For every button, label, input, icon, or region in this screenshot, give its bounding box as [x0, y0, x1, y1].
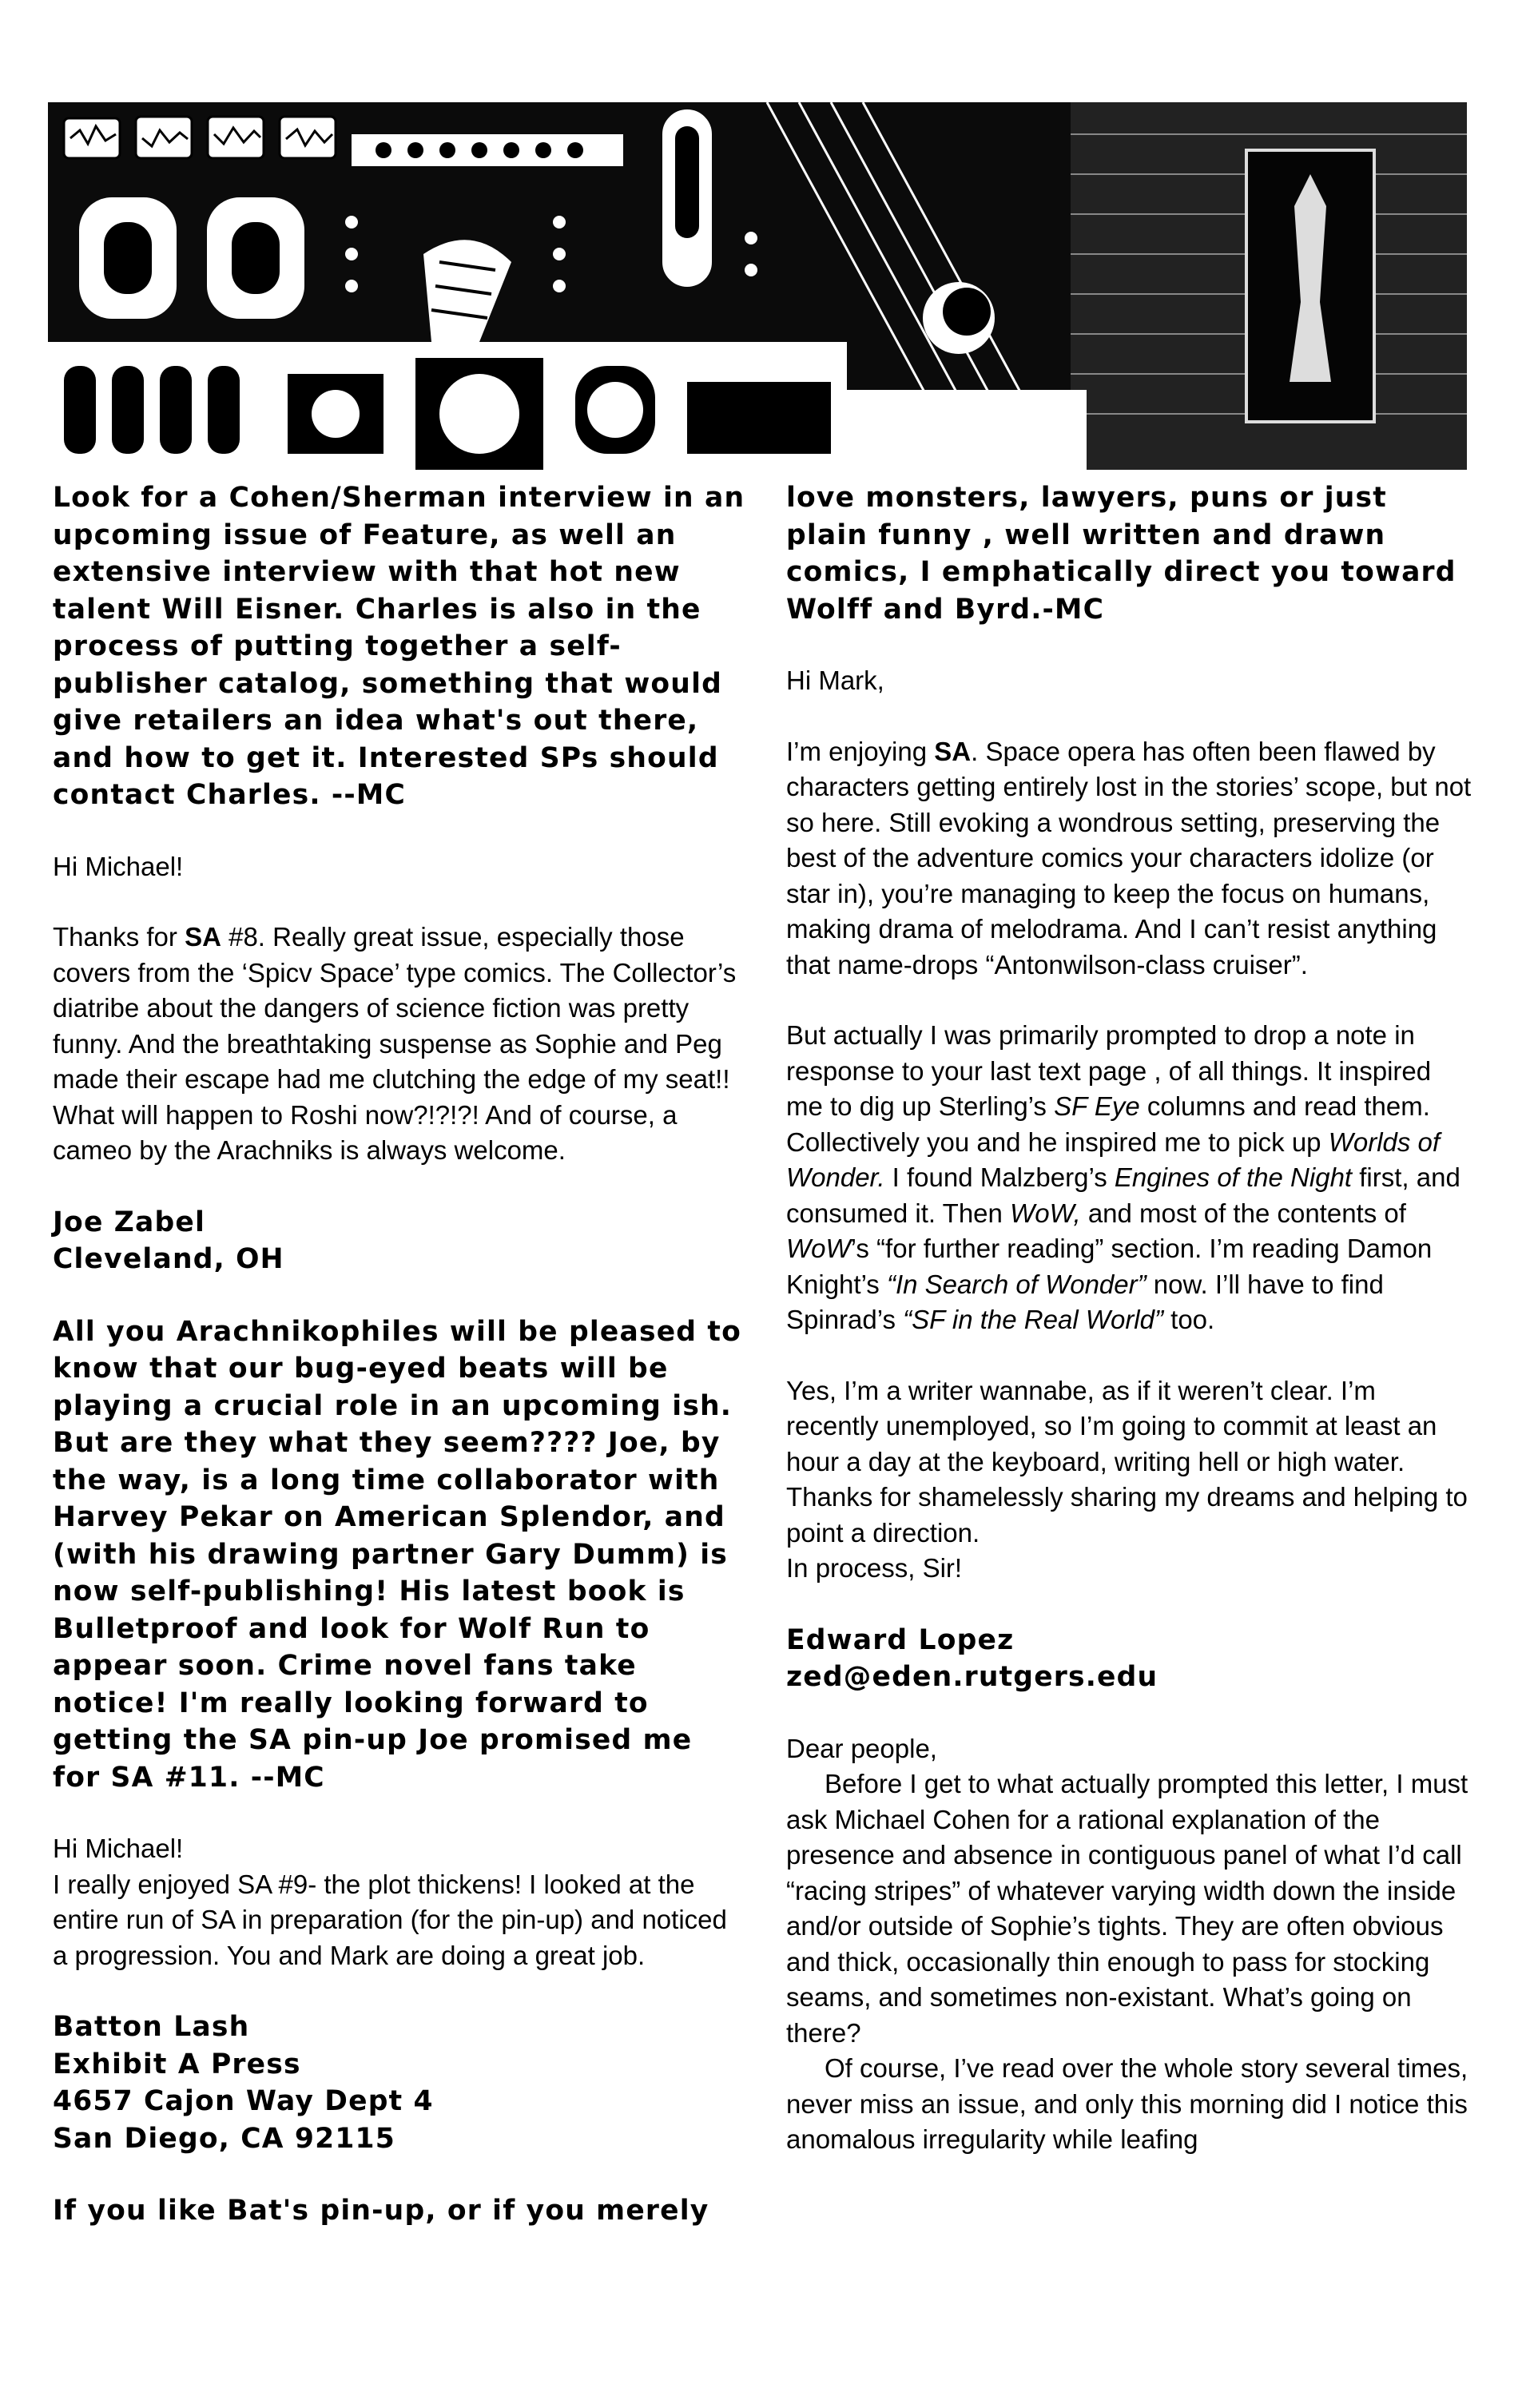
letter-paragraph-3: Yes, I’m a writer wannabe, as if it weren’t clear. I’m recently unemployed, so I’m going to commit at least an hour a day at the keyboard, writing hell or high water. Thanks for shamelessly sharing my dreams and helping to point a direction. [786, 1375, 1468, 1548]
title-italic: “SF in the Real World” [903, 1305, 1163, 1334]
signature-company: Exhibit A Press [53, 2048, 301, 2080]
letter-greeting-4: Dear people, [786, 1733, 937, 1763]
letter-paragraph-4: Before I get to what actually prompted this letter, I must ask Michael Cohen for a rational explanation of the presence and absence in contiguous panel of what I’d call “racing stripes” of whatever varying width down the inside and/or outside of Sophie’s tights. They are often obvious and thick, occasionally thin enough to pass for stocking seams, and sometimes non-existant. What’s going on there? [786, 1769, 1468, 2048]
letter-text: columns and read them. Collectively you and he inspired me to pick up [786, 1091, 1430, 1157]
letter-paragraph-2 [786, 1018, 1473, 1338]
signature-2 [53, 2009, 748, 2157]
signature-name: Edward Lopez [786, 1623, 1015, 1656]
letter-text: and most of the contents of [1080, 1198, 1406, 1228]
editor-note-3-end: love monsters, lawyers, puns or just plain funny , well written and drawn comics, I emphatically direct you toward Wolff and Byrd.-MC [786, 482, 1457, 626]
title-italic: “In Search of Wonder” [886, 1269, 1147, 1299]
machinery-illustration [48, 102, 1467, 470]
editor-note-2: All you Arachnikophiles will be pleased to know that our bug-eyed beats will be playing a crucial role in an upcoming ish. But are they what they seem???? Joe, by the way, is a long time collaborator with Harvey Pekar on American Splendor, and (with his drawing partner Gary Dumm) is now self-publishing! His latest book is Bulletproof and look for Wolf Run to appear soon. Crime novel fans take notice! I'm really looking forward to getting the SA pin-up Joe promised me for SA #11. --MC [53, 1315, 741, 1794]
title-italic: SF Eye [1054, 1091, 1140, 1121]
signature-city: Cleveland, OH [53, 1243, 284, 1275]
signature-city: San Diego, CA 92115 [53, 2122, 395, 2155]
sa-bold: SA [934, 736, 972, 766]
letter-body-1 [53, 920, 748, 1169]
letter-text: I found Malzberg’s [884, 1162, 1115, 1192]
letter-paragraph-5: Of course, I’ve read over the whole story several times, never miss an issue, and only this morning did I notice this anomalous irregularity while leafing [786, 2053, 1468, 2154]
letter-text: #8. Really great issue, especially those covers from the ‘Spicv Space’ type comics. The Collector’s diatribe about the dangers of science fiction was pretty funny. And the breathtaking suspense as Sophie and Peg made their escape had me clutching the edge of my seat!! What will happen to Roshi now?!?!?! And of course, a cameo by the Arachniks is always welcome. [53, 922, 737, 1165]
letter-greeting-1: Hi Michael! [53, 851, 184, 881]
letter-body-2: I really enjoyed SA #9- the plot thickens! I looked at the entire run of SA in preparation (for the pin-up) and noticed a progression. You and Mark are doing a great job. [53, 1869, 727, 1970]
signature-1 [53, 1204, 748, 1278]
title-italic: Worlds of Wonder. [786, 1127, 1441, 1192]
header-illustration [48, 102, 1467, 470]
right-column [786, 479, 1473, 2158]
letter-text: But actually I was primarily prompted to drop a note in response to your last text page , of all things. It inspired me to dig up Sterling’s [786, 1020, 1432, 1121]
editor-note-3-start: If you like Bat's pin-up, or if you merely [53, 2195, 709, 2227]
letter-text: ’s “for further reading” section. I’m reading Damon Knight’s [786, 1234, 1433, 1299]
signature-address: 4657 Cajon Way Dept 4 [53, 2085, 434, 2117]
title-italic: WoW [786, 1234, 851, 1263]
signature-3 [786, 1622, 1473, 1696]
letter-signoff: In process, Sir! [786, 1553, 963, 1583]
letter-text: first, and consumed it. Then [786, 1162, 1460, 1228]
editor-note-1: Look for a Cohen/Sherman interview in an upcoming issue of Feature, as well an extensive interview with that hot new talent Will Eisner. Charles is also in the process of putting together a self-publisher catalog, something that would give retailers an idea what's out there, and how to get it. Interested SPs should contact Charles. --MC [53, 482, 745, 811]
signature-name: Joe Zabel [53, 1206, 205, 1238]
letter-greeting-2: Hi Michael! [53, 1834, 184, 1863]
sa-bold: SA [185, 922, 221, 952]
letter-text: . Space opera has often been flawed by characters getting entirely lost in the stories’ scope, but not so here. Still evoking a wondrous setting, preserving the best of the adventure comics your characters idolize (or star in), you’re managing to keep the focus on humans, making drama of melodrama. And I can’t resist anything that name-drops “Antonwilson-class cruiser”. [786, 736, 1472, 979]
signature-name: Batton Lash [53, 2011, 250, 2043]
letter-text: now. I’ll have to find Spinrad’s [786, 1269, 1384, 1334]
left-column [53, 479, 748, 2230]
letter-text: Thanks for [53, 922, 185, 952]
letter-text: I’m enjoying [786, 736, 935, 766]
letter-greeting-3: Hi Mark, [786, 666, 884, 695]
letter-paragraph-1 [786, 734, 1473, 983]
title-italic: WoW, [1010, 1198, 1081, 1228]
letter-text: too. [1162, 1305, 1215, 1334]
signature-email: zed@eden.rutgers.edu [786, 1661, 1158, 1693]
title-italic: Engines of the Night [1114, 1162, 1353, 1192]
